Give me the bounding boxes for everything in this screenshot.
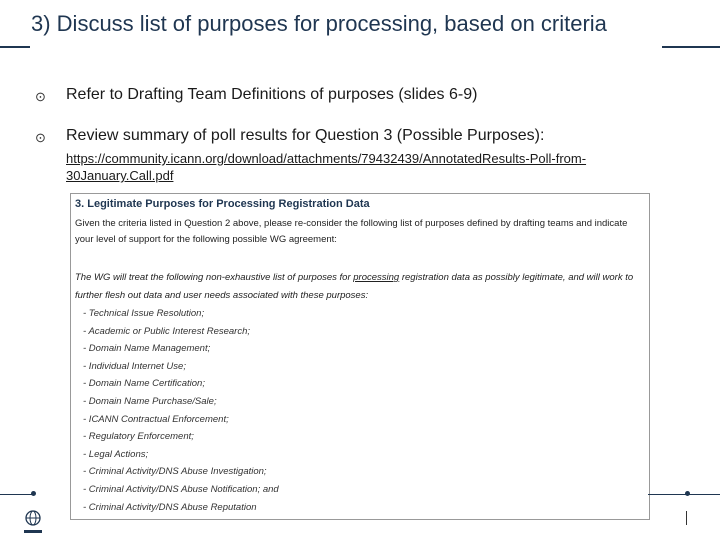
purpose-list-item: - Criminal Activity/DNS Abuse Investigation; <box>83 466 267 478</box>
doc-agreement-line: further flesh out data and user needs associated with these purposes: <box>75 290 369 301</box>
target-bullet-icon: ⊙ <box>35 130 46 145</box>
slide-title: 3) Discuss list of purposes for processing, based on criteria <box>31 11 607 36</box>
footer-dot <box>685 491 690 496</box>
purpose-list-item: - Domain Name Purchase/Sale; <box>83 396 217 407</box>
bullet-poll-results: Review summary of poll results for Question 3 (Possible Purposes): <box>66 127 545 144</box>
doc-intro-line: Given the criteria listed in Question 2 above, please re-consider the following list of purposes defined by drafting teams and indicate <box>75 218 628 229</box>
purpose-list-item: - Criminal Activity/DNS Abuse Reputation <box>83 501 257 513</box>
footer-rule-right <box>648 494 720 495</box>
purpose-list-item: - Academic or Public Interest Research; <box>83 325 251 337</box>
purpose-list-item: - Regulatory Enforcement; <box>83 431 194 443</box>
page-number-marker <box>686 511 687 525</box>
doc-intro-line: your level of support for the following possible WG agreement: <box>75 234 337 245</box>
poll-results-link[interactable]: https://community.icann.org/download/attachments/79432439/AnnotatedResults-Poll-from-30January.Call.pdf <box>66 151 587 183</box>
title-rule-left <box>0 46 30 48</box>
purpose-list-item: - Individual Internet Use; <box>83 360 186 372</box>
footer-dot <box>31 491 36 496</box>
target-bullet-icon: ⊙ <box>35 89 46 104</box>
processing-link: processing <box>353 272 400 283</box>
footer-rule-left <box>0 494 32 495</box>
purpose-list-item: - Legal Actions; <box>83 448 149 460</box>
purpose-list-item: - ICANN Contractual Enforcement; <box>83 413 229 425</box>
title-rule-right <box>662 46 720 48</box>
poll-question-screenshot <box>70 193 650 520</box>
purpose-list-item: - Domain Name Management; <box>83 343 211 355</box>
doc-agreement-line: The WG will treat the following non-exhaustive list of purposes for processing registration data as possibly legitimate, and will work to <box>75 272 634 283</box>
doc-heading: 3. Legitimate Purposes for Processing Registration Data <box>75 198 370 210</box>
purpose-list-item: - Criminal Activity/DNS Abuse Notification; and <box>83 484 279 495</box>
icann-logo <box>22 508 44 536</box>
purpose-list-item: - Technical Issue Resolution; <box>83 308 205 319</box>
purpose-list-item: - Domain Name Certification; <box>83 378 205 390</box>
bullet-drafting-team: Refer to Drafting Team Definitions of purposes (slides 6-9) <box>66 86 478 103</box>
